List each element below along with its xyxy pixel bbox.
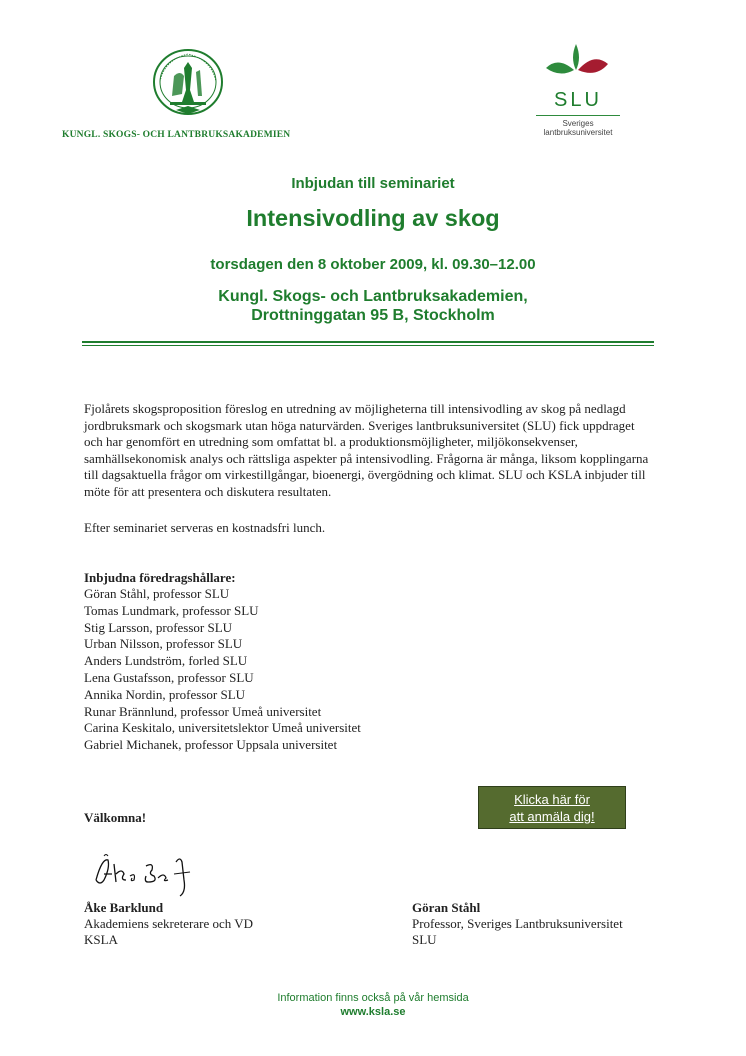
register-button-line1: Klicka här för <box>514 792 590 807</box>
lunch-note: Efter seminariet serveras en kostnadsfri lunch. <box>84 520 326 535</box>
signer-org: KSLA <box>84 932 118 947</box>
speaker-item: Carina Keskitalo, universitetslektor Umeå universitet <box>84 720 361 736</box>
speaker-item: Annika Nordin, professor SLU <box>84 686 246 702</box>
slu-logo-divider <box>536 115 620 116</box>
speaker-item: Tomas Lundmark, professor SLU <box>84 602 259 618</box>
signer-title: Akademiens sekreterare och VD <box>84 916 254 931</box>
signer-name: Åke Barklund <box>84 900 164 915</box>
slu-logo <box>536 34 620 138</box>
venue-line-2: Drottninggatan 95 B, Stockholm <box>251 307 495 324</box>
ksla-seal-logo <box>150 46 226 118</box>
register-button[interactable] <box>478 786 626 829</box>
header-divider-thick <box>82 341 654 343</box>
speaker-item: Gabriel Michanek, professor Uppsala universitet <box>84 737 338 753</box>
slu-leaf-icon <box>536 34 620 94</box>
signature-block-left <box>84 900 253 948</box>
signer-org: SLU <box>412 932 437 947</box>
slu-tagline-line1: Sveriges <box>562 119 594 128</box>
speakers-heading: Inbjudna föredragshållare: <box>84 570 236 585</box>
speaker-item: Anders Lundström, forled SLU <box>84 653 248 669</box>
footer-website-link[interactable]: www.ksla.se <box>340 1006 406 1018</box>
slu-tagline-line2: lantbruksuniversitet <box>543 128 613 137</box>
speaker-item: Stig Larsson, professor SLU <box>84 619 233 635</box>
header-divider-thin <box>82 345 654 346</box>
org-name: KUNGL. SKOGS- OCH LANTBRUKSAKADEMIEN <box>62 130 291 140</box>
welcome-text: Välkomna! <box>84 810 147 825</box>
speakers-list <box>84 586 361 754</box>
invite-line: Inbjudan till seminariet <box>291 175 455 192</box>
speaker-item: Runar Brännlund, professor Umeå universitet <box>84 703 322 719</box>
speaker-item: Lena Gustafsson, professor SLU <box>84 669 254 685</box>
venue-line-1: Kungl. Skogs- och Lantbruksakademien, <box>218 288 528 305</box>
footer-info: Information finns också på vår hemsida <box>277 992 469 1004</box>
seminar-title: Intensivodling av skog <box>246 205 500 231</box>
slu-logo-text: SLU <box>554 89 602 111</box>
intro-paragraph: Fjolårets skogsproposition föreslog en utredning av möjligheterna till intensivodling av skog på nedlagd jordbruksmark och skogsmark utan höga naturvärden. Sveriges lantbruksuniversitet (SLU) fick uppdraget och har genomfört en utredning som omfattat bl. a produktionsmöjligheter, miljökonsekvenser, samhällsekonomisk analys och rättsliga aspekter på intensivodling. Frågorna är många, liksom kopplingarna till dagsaktuella frågor om virkestillgångar, bioenergi, övergödning och klimat. SLU och KSLA inbjuder till möte för att presentera och diskutera resultaten. <box>84 401 649 499</box>
handwritten-signature <box>90 852 198 898</box>
signer-name: Göran Ståhl <box>412 900 481 915</box>
signature-block-right <box>412 900 623 948</box>
event-date-time: torsdagen den 8 oktober 2009, kl. 09.30–12.00 <box>210 256 536 273</box>
register-button-line2: att anmäla dig! <box>509 809 595 824</box>
speaker-item: Urban Nilsson, professor SLU <box>84 636 243 652</box>
speaker-item: Göran Ståhl, professor SLU <box>84 586 230 601</box>
signer-title: Professor, Sveriges Lantbruksuniversitet <box>412 916 623 931</box>
